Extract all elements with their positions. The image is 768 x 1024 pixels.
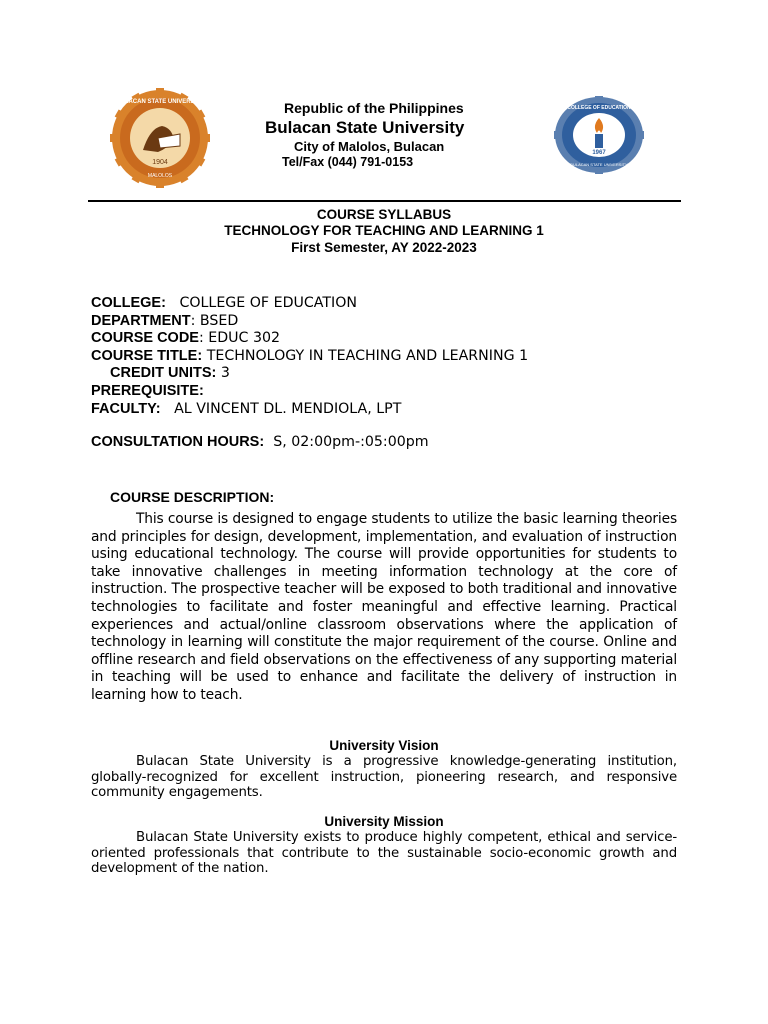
seal-bottom-text: MALOLOS <box>147 173 173 179</box>
field-credit-units <box>110 365 230 381</box>
field-college-label: COLLEGE: <box>91 295 166 311</box>
field-consultation-value: S, 02:00pm-:05:00pm <box>273 434 429 450</box>
university-mission-heading: University Mission <box>324 814 444 829</box>
field-prerequisite <box>91 383 204 399</box>
course-description-heading: COURSE DESCRIPTION: <box>110 489 275 505</box>
field-department <box>91 313 238 329</box>
field-prerequisite-label: PREREQUISITE: <box>91 383 204 399</box>
field-consultation-hours <box>91 434 429 450</box>
field-faculty-label: FACULTY: <box>91 401 161 417</box>
header-divider <box>88 200 681 202</box>
field-consultation-label: CONSULTATION HOURS: <box>91 434 265 450</box>
field-college-value: COLLEGE OF EDUCATION <box>179 295 358 311</box>
seal-bottom-text: BULACAN STATE UNIVERSITY <box>570 162 628 167</box>
field-course-title-value: TECHNOLOGY IN TEACHING AND LEARNING 1 <box>206 348 529 364</box>
field-course-code-value: : EDUC 302 <box>198 330 281 346</box>
field-credit-units-value: 3 <box>220 365 230 381</box>
bulacan-state-university-seal-icon <box>110 88 210 188</box>
field-department-value: : BSED <box>190 313 239 329</box>
header-republic: Republic of the Philippines <box>284 100 464 116</box>
course-description-text: This course is designed to engage students to utilize the basic learning theories and principles for design, development, implementation, and evaluation of instruction using educational technology. The course will provide opportunities for students to take innovative challenges in meeting information technology at the core of instruction. The prospective teacher will be exposed to both traditional and innovative technologies to facilitate and foster meaningful and effective learning. Practical experiences and actual/online classroom observations where the application of technology in learning will constitute the major requirement of the course. Online and offline research and field observations on the effectiveness of any supporting material in teaching will be used to enhance and facilitate the delivery of instruction in learning how to teach. <box>91 511 677 703</box>
field-course-title <box>91 348 528 364</box>
course-name-title: TECHNOLOGY FOR TEACHING AND LEARNING 1 <box>224 223 544 238</box>
university-vision-text: Bulacan State University is a progressive knowledge-generating institution, globally-recognized for excellent instruction, pioneering research, and responsive community engagements. <box>91 754 677 801</box>
syllabus-title: COURSE SYLLABUS <box>316 207 452 222</box>
university-mission-text: Bulacan State University exists to produce highly competent, ethical and service- oriented professionals that contribute to the sustainable socio-economic growth and development of the nation. <box>91 830 677 877</box>
field-course-code-label: COURSE CODE <box>91 330 199 346</box>
header-university-name: Bulacan State University <box>265 118 465 137</box>
college-of-education-seal-icon <box>554 96 644 174</box>
field-faculty <box>91 401 401 417</box>
header-city: City of Malolos, Bulacan <box>294 139 445 154</box>
field-college <box>91 295 357 311</box>
field-credit-units-label: CREDIT UNITS: <box>110 365 217 381</box>
university-vision-heading: University Vision <box>329 738 439 753</box>
semester-title: First Semester, AY 2022-2023 <box>291 240 477 255</box>
field-faculty-value: AL VINCENT DL. MENDIOLA, LPT <box>174 401 402 417</box>
seal-ring-text: BULACAN STATE UNIVERSITY <box>116 99 204 105</box>
seal-ring-text: COLLEGE OF EDUCATION <box>567 105 631 111</box>
field-course-code <box>91 330 280 346</box>
seal-year: 1967 <box>592 150 606 156</box>
field-course-title-label: COURSE TITLE: <box>91 348 203 364</box>
seal-year: 1904 <box>152 159 168 166</box>
field-department-label: DEPARTMENT <box>91 313 191 329</box>
header-telfax: Tel/Fax (044) 791-0153 <box>282 155 414 169</box>
